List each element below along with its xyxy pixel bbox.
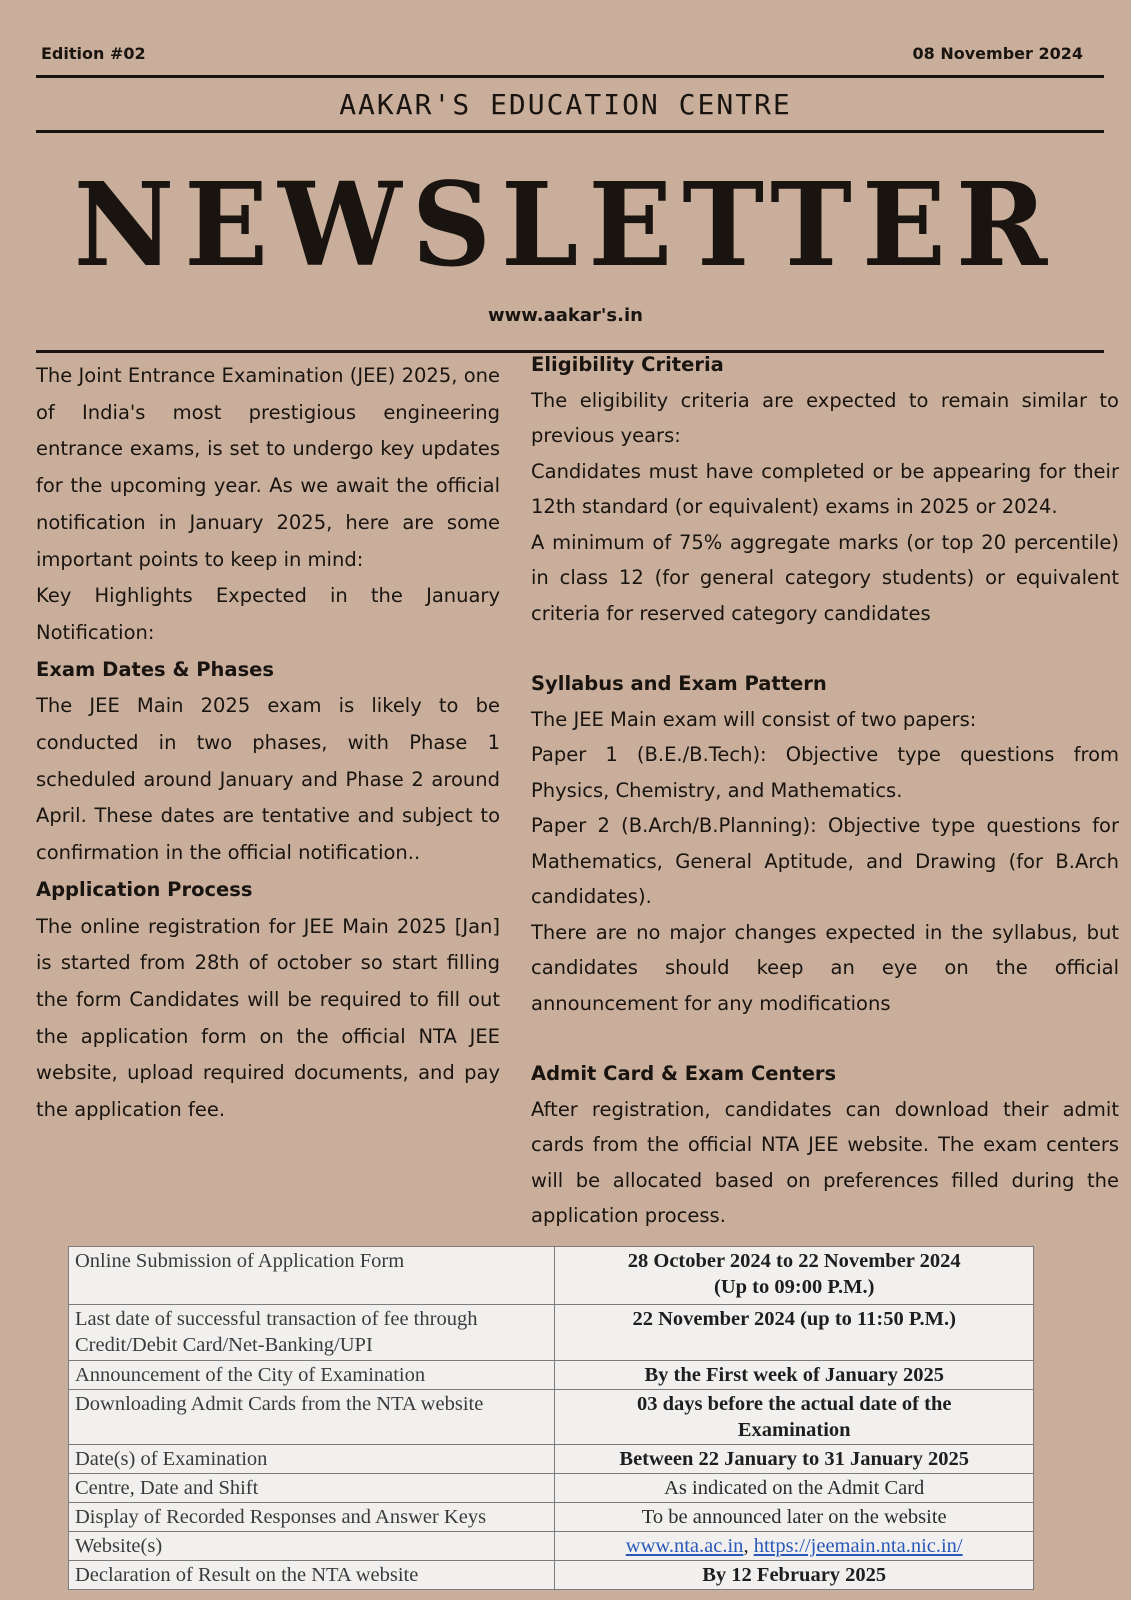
intro-paragraph: The Joint Entrance Examination (JEE) 2025, one of India's most prestigious engineering entrance exams, is set to undergo key updates for the upcoming year. As we await the official notification in January 2025, here are some important points to keep in mind: bbox=[36, 364, 500, 571]
eligibility-text-2: Candidates must have completed or be appearing for their 12th standard (or equivalent) exams in 2025 or 2024. bbox=[531, 459, 1119, 518]
table-row bbox=[69, 1532, 1034, 1561]
row-value: 28 October 2024 to 22 November 2024 (Up to 09:00 P.M.) bbox=[555, 1247, 1034, 1305]
schedule-table bbox=[68, 1246, 1034, 1590]
row-value: Between 22 January to 31 January 2025 bbox=[555, 1445, 1034, 1474]
divider-top bbox=[36, 75, 1104, 78]
edition-number: Edition #02 bbox=[41, 44, 146, 63]
syllabus-text-1: The JEE Main exam will consist of two papers: bbox=[531, 707, 977, 731]
nta-website-link[interactable]: www.nta.ac.in bbox=[625, 1535, 744, 1557]
organization-name: AAKAR'S EDUCATION CENTRE bbox=[339, 88, 792, 121]
row-label: Announcement of the City of Examination bbox=[69, 1361, 555, 1390]
eligibility-text-1: The eligibility criteria are expected to remain similar to previous years: bbox=[531, 388, 1119, 447]
row-label: Display of Recorded Responses and Answer Keys bbox=[69, 1503, 555, 1532]
table-row bbox=[69, 1305, 1034, 1361]
row-value: To be announced later on the website bbox=[555, 1503, 1034, 1532]
website-url: www.aakar's.in bbox=[488, 305, 643, 326]
table-row bbox=[69, 1445, 1034, 1474]
row-value: 03 days before the actual date of the Examination bbox=[555, 1390, 1034, 1445]
spacer bbox=[531, 631, 1119, 666]
right-column bbox=[531, 347, 1119, 1234]
application-text: The online registration for JEE Main 2025 [Jan] is started from 28th of october so start filling the form Candidates will be required to fill out the application form on the official NTA JEE website, upload required documents, and pay the application fee. bbox=[36, 914, 500, 1122]
table-row bbox=[69, 1361, 1034, 1390]
masthead-title: NEWSLETTER bbox=[73, 156, 1058, 293]
row-value: As indicated on the Admit Card bbox=[555, 1474, 1034, 1503]
spacer bbox=[531, 1021, 1119, 1056]
row-value: By 12 February 2025 bbox=[555, 1561, 1034, 1590]
syllabus-text-2: Paper 1 (B.E./B.Tech): Objective type questions from Physics, Chemistry, and Mathematics. bbox=[531, 743, 1119, 802]
row-label: Last date of successful transaction of fee through Credit/Debit Card/Net-Banking/UPI bbox=[69, 1305, 555, 1361]
exam-dates-text: The JEE Main 2025 exam is likely to be conducted in two phases, with Phase 1 scheduled around January and Phase 2 around April. These dates are tentative and subject to confirmation in the official notification.. bbox=[36, 694, 500, 865]
table-row bbox=[69, 1390, 1034, 1445]
table-row bbox=[69, 1247, 1034, 1305]
syllabus-heading: Syllabus and Exam Pattern bbox=[531, 672, 827, 695]
highlights-line: Key Highlights Expected in the January Notification: bbox=[36, 584, 500, 644]
left-column bbox=[36, 358, 500, 1129]
admit-heading: Admit Card & Exam Centers bbox=[531, 1062, 837, 1085]
row-value: By the First week of January 2025 bbox=[555, 1361, 1034, 1390]
row-label: Declaration of Result on the NTA website bbox=[69, 1561, 555, 1590]
link-separator: , bbox=[743, 1535, 754, 1557]
divider-org bbox=[36, 130, 1104, 133]
top-bar bbox=[41, 44, 1083, 68]
row-value: 22 November 2024 (up to 11:50 P.M.) bbox=[555, 1305, 1034, 1361]
issue-date: 08 November 2024 bbox=[912, 44, 1083, 63]
syllabus-text-4: There are no major changes expected in the syllabus, but candidates should keep an eye on the official announcement for any modifications bbox=[531, 920, 1119, 1015]
admit-text: After registration, candidates can download their admit cards from the official NTA JEE website. The exam centers will be allocated based on preferences filled during the application process. bbox=[531, 1097, 1119, 1227]
table-row bbox=[69, 1561, 1034, 1590]
row-label: Online Submission of Application Form bbox=[69, 1247, 555, 1305]
row-label: Downloading Admit Cards from the NTA website bbox=[69, 1390, 555, 1445]
jeemain-website-link[interactable]: https://jeemain.nta.nic.in/ bbox=[753, 1535, 963, 1557]
table-row bbox=[69, 1474, 1034, 1503]
row-label: Date(s) of Examination bbox=[69, 1445, 555, 1474]
exam-dates-heading: Exam Dates & Phases bbox=[36, 657, 275, 681]
row-label: Website(s) bbox=[69, 1532, 555, 1561]
application-heading: Application Process bbox=[36, 877, 253, 901]
syllabus-text-3: Paper 2 (B.Arch/B.Planning): Objective type questions for Mathematics, General Aptitude, and Drawing (for B.Arch candidates). bbox=[531, 814, 1119, 908]
eligibility-heading: Eligibility Criteria bbox=[531, 353, 724, 376]
row-label: Centre, Date and Shift bbox=[69, 1474, 555, 1503]
row-value bbox=[555, 1532, 1034, 1561]
table-row bbox=[69, 1503, 1034, 1532]
eligibility-text-3: A minimum of 75% aggregate marks (or top 20 percentile) in class 12 (for general category students) or equivalent criteria for reserved category candidates bbox=[531, 530, 1119, 625]
